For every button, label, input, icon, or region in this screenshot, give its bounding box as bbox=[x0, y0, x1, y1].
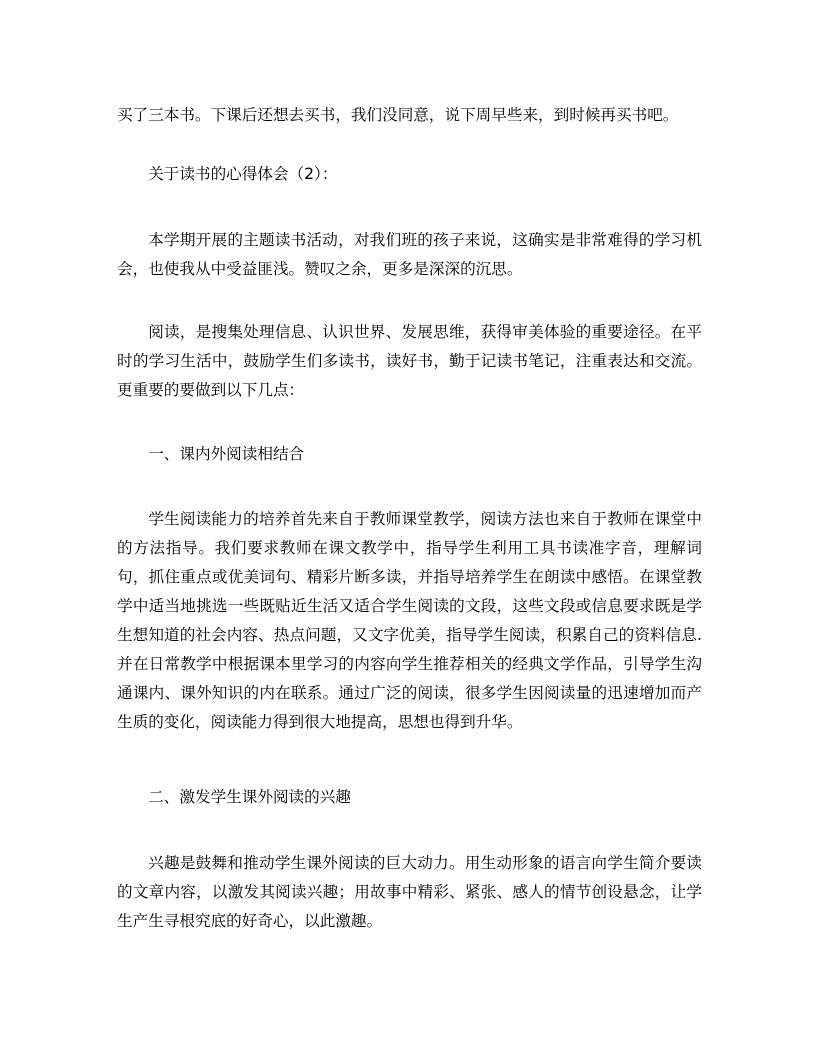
paragraph-intro: 本学期开展的主题读书活动，对我们班的孩子来说，这确实是非常难得的学习机会，也使我从中受益匪浅。赞叹之余，更多是深深的沉思。 bbox=[117, 231, 702, 278]
paragraph-interest: 兴趣是鼓舞和推动学生课外阅读的巨大动力。用生动形象的语言向学生简介要读的文章内容，以激发其阅读兴趣；用故事中精彩、紧张、感人的情节创设悬念，让学生产生寻根究底的好奇心，以此激趣。 bbox=[117, 854, 702, 930]
section-title: 关于读书的心得体会（2）： bbox=[148, 165, 338, 183]
paragraph-classroom: 学生阅读能力的培养首先来自于教师课堂教学，阅读方法也来自于教师在课堂中的方法指导。我们要求教师在课文教学中，指导学生利用工具书读准字音，理解词句，抓住重点或优美词句、精彩片断多读，并指导培养学生在朗读中感悟。在课堂教学中适当地挑选一些既贴近生活又适合学生阅读的文段，这些文段或信息要求既是学生想知道的社会内容、热点问题，又文字优美，指导学生阅读，积累自己的资料信息.并在日常教学中根据课本里学习的内容向学生推荐相关的经典文学作品，引导学生沟通课内、课外知识的内在联系。通过广泛的阅读，很多学生因阅读量的迅速增加而产生质的变化，阅读能力得到很大地提高，思想也得到升华。 bbox=[117, 510, 702, 731]
paragraph-reading: 阅读，是搜集处理信息、认识世界、发展思维，获得审美体验的重要途径。在平时的学习生活中，鼓励学生们多读书，读好书，勤于记读书笔记，注重表达和交流。更重要的要做到以下几点： bbox=[117, 323, 702, 399]
paragraph-continuation: 买了三本书。下课后还想去买书，我们没同意，说下周早些来，到时候再买书吧。 bbox=[117, 106, 679, 124]
subheading-one: 一、课内外阅读相结合 bbox=[148, 445, 305, 463]
subheading-two: 二、激发学生课外阅读的兴趣 bbox=[148, 788, 351, 806]
